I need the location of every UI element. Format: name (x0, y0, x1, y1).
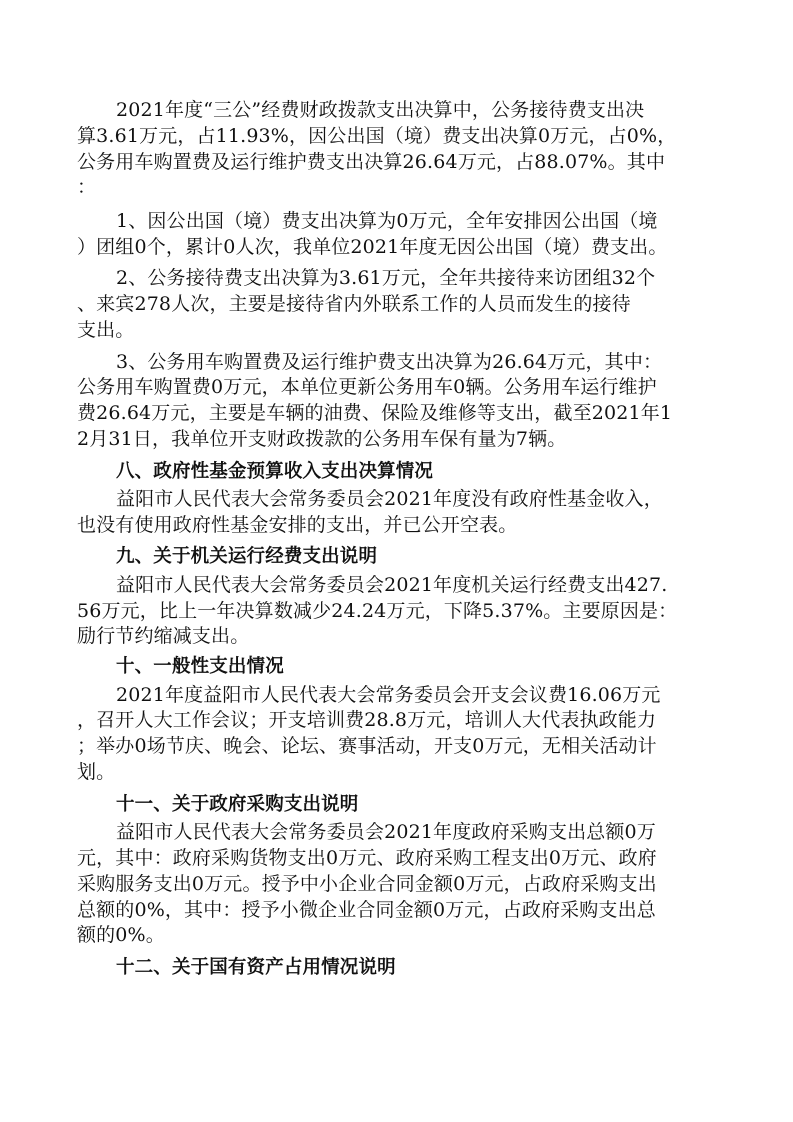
paragraph-line: 益阳市人民代表大会常务委员会2021年度没有政府性基金收入， (116, 487, 663, 510)
paragraph-line: 56万元，比上一年决算数减少24.24万元，下降5.37%。主要原因是： (77, 599, 678, 622)
paragraph-line: 元，其中：政府采购货物支出0万元、政府采购工程支出0万元、政府 (77, 846, 657, 869)
paragraph-line: 益阳市人民代表大会常务委员会2021年度政府采购支出总额0万 (116, 821, 656, 844)
section-heading: 十二、关于国有资产占用情况说明 (116, 957, 396, 978)
paragraph-line: ，召开人大工作会议；开支培训费28.8万元，培训人大代表执政能力 (77, 709, 657, 732)
paragraph-line: 2021年度“三公”经费财政拨款支出决算中，公务接待费支出决 (116, 99, 645, 121)
section-heading: 八、政府性基金预算收入支出决算情况 (116, 460, 434, 482)
section-heading: 十一、关于政府采购支出说明 (116, 793, 359, 815)
paragraph-line: 、来宾278人次，主要是接待省内外联系工作的人员而发生的接待 (77, 293, 631, 316)
paragraph-line: 1、因公出国（境）费支出决算为0万元，全年安排因公出国（境 (116, 209, 658, 232)
paragraph-line: 2月31日，我单位开支财政拨款的公务用车保有量为7辆。 (77, 427, 567, 450)
paragraph-line: 划。 (77, 761, 116, 784)
paragraph-line: 2、公务接待费支出决算为3.61万元，全年共接待来访团组32个 (116, 267, 656, 290)
paragraph-line: ；举办0场节庆、晚会、论坛、赛事活动，开支0万元，无相关活动计 (77, 735, 657, 758)
paragraph-line: 益阳市人民代表大会常务委员会2021年度机关运行经费支出427. (116, 573, 668, 596)
paragraph-line: 也没有使用政府性基金安排的支出，并已公开空表。 (77, 513, 518, 536)
paragraph-line: 公务用车购置费及运行维护费支出决算26.64万元，占88.07%。其中 (77, 150, 666, 173)
paragraph-line: ： (77, 176, 97, 199)
paragraph-line: 采购服务支出0万元。授予中小企业合同金额0万元，占政府采购支出 (77, 872, 657, 895)
paragraph-line: 励行节约缩减支出。 (77, 625, 250, 648)
section-heading: 十、一般性支出情况 (116, 656, 284, 678)
paragraph-line: 算3.61万元，占11.93%，因公出国（境）费支出决算0万元，占0%， (77, 124, 677, 147)
paragraph-line: 支出。 (77, 318, 135, 341)
paragraph-line: 额的0%。 (77, 924, 165, 947)
paragraph-line: 2021年度益阳市人民代表大会常务委员会开支会议费16.06万元 (116, 683, 661, 706)
paragraph-line: 费26.64万元，主要是车辆的油费、保险及维修等支出，截至2021年1 (77, 402, 673, 425)
paragraph-line: 公务用车购置费0万元，本单位更新公务用车0辆。公务用车运行维护 (77, 376, 657, 399)
paragraph-line: 总额的0%，其中：授予小微企业合同金额0万元，占政府采购支出总 (77, 898, 656, 921)
paragraph-line: 3、公务用车购置费及运行维护费支出决算为26.64万元，其中： (116, 350, 663, 373)
paragraph-line: ）团组0个，累计0人次，我单位2021年度无因公出国（境）费支出。 (77, 235, 668, 258)
section-heading: 九、关于机关运行经费支出说明 (116, 546, 378, 568)
